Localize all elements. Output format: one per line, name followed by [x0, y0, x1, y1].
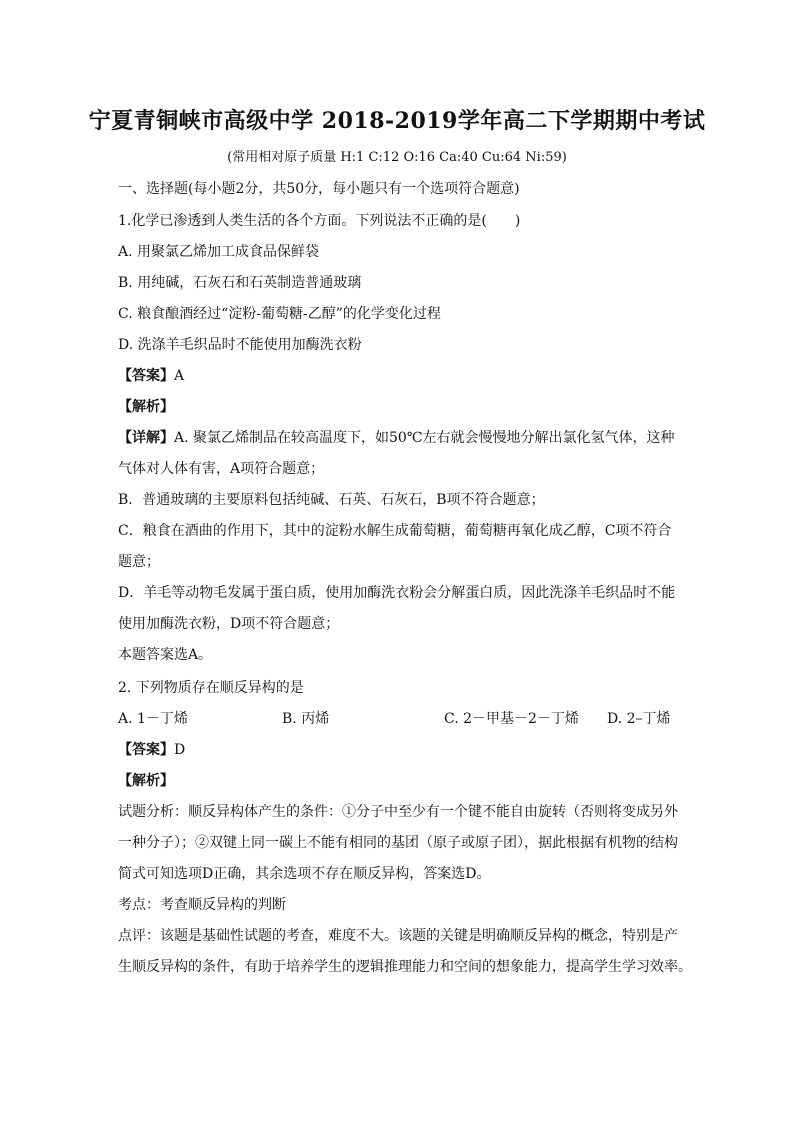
question-1-option-c: C. 粮食酿酒经过“淀粉-葡萄糖-乙醇”的化学变化过程	[118, 306, 441, 322]
question-2-analysis-line-2: 一种分子）；②双键上同一碳上不能有相同的基团（原子或原子团），据此根据有机物的结构	[118, 835, 678, 851]
section-heading: 一、选择题(每小题2分，共50分，每小题只有一个选项符合题意)	[118, 181, 520, 197]
question-1-stem: 1.化学已渗透到人类生活的各个方面。下列说法不正确的是( )	[118, 213, 521, 229]
detail-text: A. 聚氯乙烯制品在较高温度下，如50℃左右就会慢慢地分解出氯化氢气体，这种	[174, 430, 675, 446]
question-1-answer	[118, 365, 678, 385]
question-2-analysis-line-1: 试题分析：顺反异构体产生的条件：①分子中至少有一个键不能自由旋转（否则将变成另外	[118, 804, 678, 820]
question-2-option-a: A. 1－丁烯	[118, 711, 188, 727]
question-2-option-b: B. 丙烯	[282, 711, 330, 727]
question-2-option-d: D. 2–丁烯	[607, 711, 671, 727]
answer-tag: 【答案】	[118, 368, 174, 384]
atomic-mass-note: (常用相对原子质量 H:1 C:12 O:16 Ca:40 Cu:64 Ni:59)	[227, 150, 567, 165]
question-2-option-c: C. 2－甲基－2－丁烯	[444, 711, 579, 727]
question-1-analysis-tag: 【解析】	[118, 399, 174, 415]
question-1-detail-line-1	[118, 427, 678, 447]
question-2-comment-line-2: 生顺反异构的条件，有助于培养学生的逻辑推理能力和空间的想象能力，提高学生学习效率。	[118, 959, 692, 975]
question-1-detail-line-4: C．粮食在酒曲的作用下，其中的淀粉水解生成葡萄糖，葡萄糖再氧化成乙醇，C项不符合	[118, 523, 672, 539]
answer-value: D	[174, 742, 186, 758]
question-1-detail-line-6: D．羊毛等动物毛发属于蛋白质，使用加酶洗衣粉会分解蛋白质，因此洗涤羊毛织品时不能	[118, 585, 676, 601]
question-1-option-b: B. 用纯碱，石灰石和石英制造普通玻璃	[118, 275, 362, 291]
question-1-detail-line-3: B．普通玻璃的主要原料包括纯碱、石英、石灰石，B项不符合题意；	[118, 492, 545, 508]
answer-tag: 【答案】	[118, 742, 174, 758]
detail-tag: 【详解】	[118, 430, 174, 446]
question-2-comment-line-1: 点评：该题是基础性试题的考查，难度不大。该题的关键是明确顺反异构的概念，特别是产	[118, 928, 678, 944]
question-2-answer	[118, 739, 678, 759]
question-1-detail-line-5: 题意；	[118, 554, 160, 570]
answer-value: A	[174, 368, 185, 384]
question-1-conclusion: 本题答案选A。	[118, 647, 213, 663]
question-2-analysis-line-3: 简式可知选项D正确，其余选项不存在顺反异构，答案选D。	[118, 866, 491, 882]
question-2-stem: 2. 下列物质存在顺反异构的是	[118, 680, 304, 696]
question-1-option-a: A. 用聚氯乙烯加工成食品保鲜袋	[118, 244, 320, 260]
question-1-option-d: D. 洗涤羊毛织品时不能使用加酶洗衣粉	[118, 337, 362, 353]
question-2-analysis-tag: 【解析】	[118, 773, 174, 789]
question-2-knowledge-point: 考点：考查顺反异构的判断	[118, 897, 286, 913]
question-1-detail-line-2: 气体对人体有害，A项符合题意；	[118, 461, 325, 477]
exam-title: 宁夏青铜峡市高级中学 2018-2019学年高二下学期期中考试	[88, 108, 706, 134]
question-1-detail-line-7: 使用加酶洗衣粉，D项不符合题意；	[118, 616, 340, 632]
